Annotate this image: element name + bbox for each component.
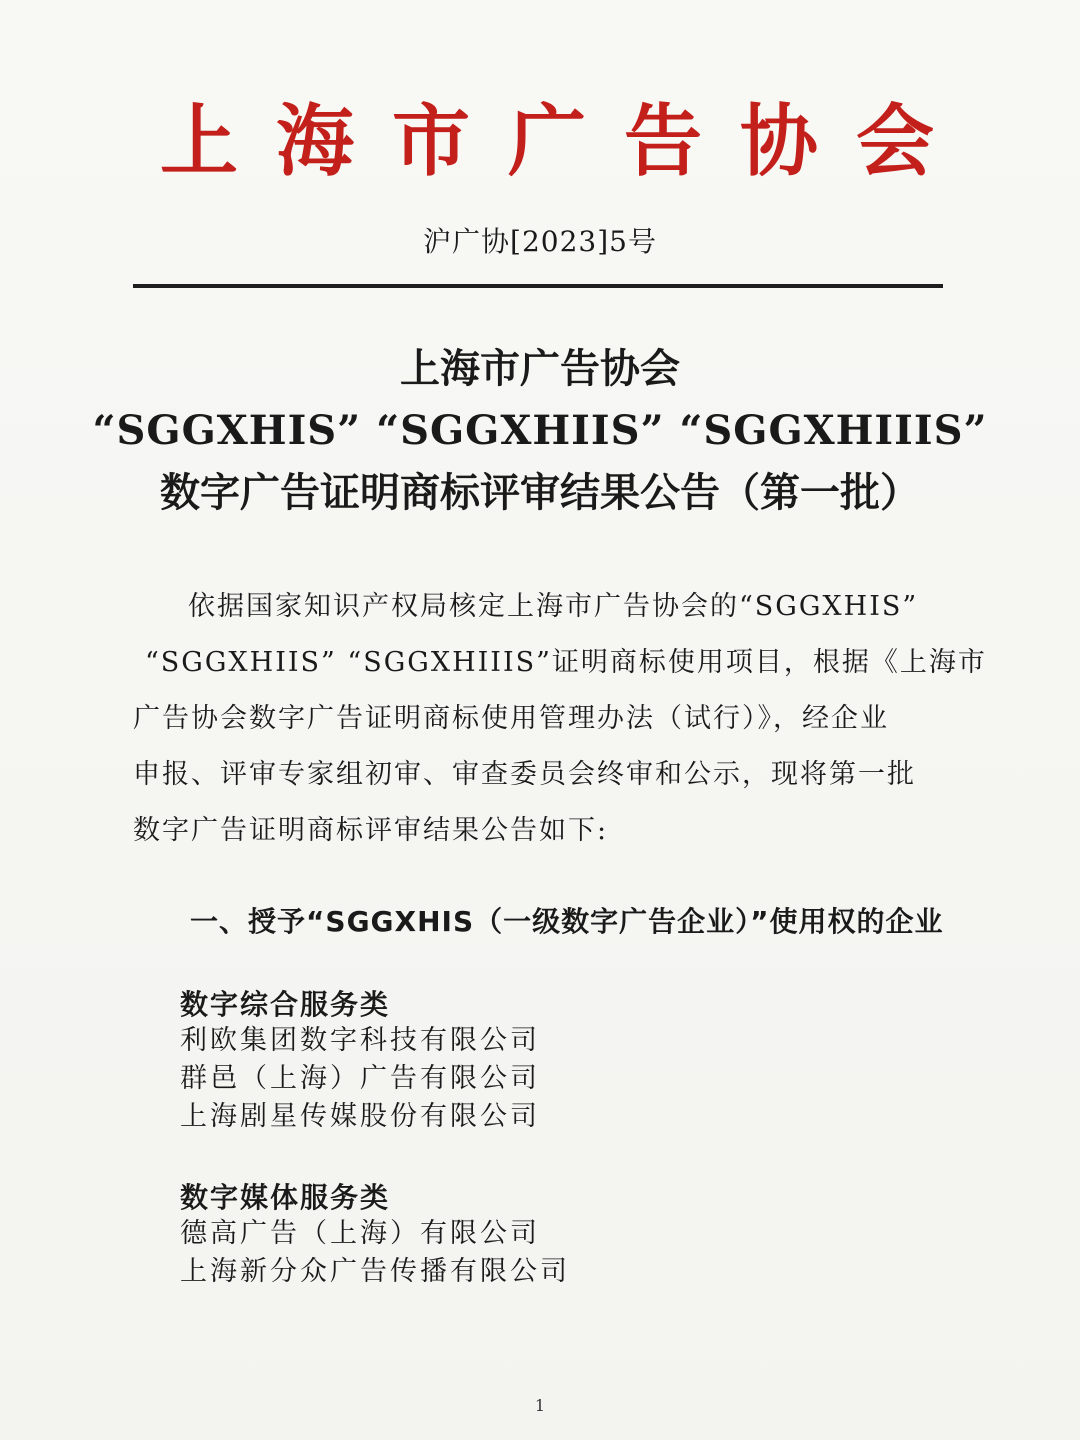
body-line-5: 数字广告证明商标评审结果公告如下:: [133, 815, 609, 846]
page-number: 1: [534, 1396, 546, 1415]
company-item: 利欧集团数字科技有限公司: [180, 1025, 540, 1056]
company-item: 上海新分众广告传播有限公司: [180, 1256, 570, 1287]
section-heading: 一、授予“SGGXHIS（一级数字广告企业）”使用权的企业: [190, 905, 944, 938]
body-line-4: 申报、评审专家组初审、审查委员会终审和公示，现将第一批: [133, 759, 916, 790]
body-line-2: “SGGXHIIS” “SGGXHIIIS”证明商标使用项目，根据《上海市: [145, 647, 987, 678]
company-item: 群邑（上海）广告有限公司: [180, 1063, 540, 1094]
company-item: 上海剧星传媒股份有限公司: [180, 1101, 540, 1132]
company-item: 德高广告（上海）有限公司: [180, 1218, 540, 1249]
document-number: 沪广协[2023]5号: [423, 225, 657, 258]
header-divider: [133, 284, 943, 288]
category-heading: 数字媒体服务类: [180, 1181, 391, 1214]
notice-title-line-2: “SGGXHIS” “SGGXHIIS” “SGGXHIIIS”: [92, 407, 988, 454]
category-heading: 数字综合服务类: [180, 988, 391, 1021]
body-line-1: 依据国家知识产权局核定上海市广告协会的“SGGXHIS”: [188, 591, 919, 622]
body-line-3: 广告协会数字广告证明商标使用管理办法（试行）》，经企业: [133, 703, 889, 734]
notice-title-line-1: 上海市广告协会: [400, 345, 680, 392]
masthead-title: 上海市广告协会: [160, 97, 973, 187]
notice-title-line-3: 数字广告证明商标评审结果公告（第一批）: [160, 469, 920, 516]
